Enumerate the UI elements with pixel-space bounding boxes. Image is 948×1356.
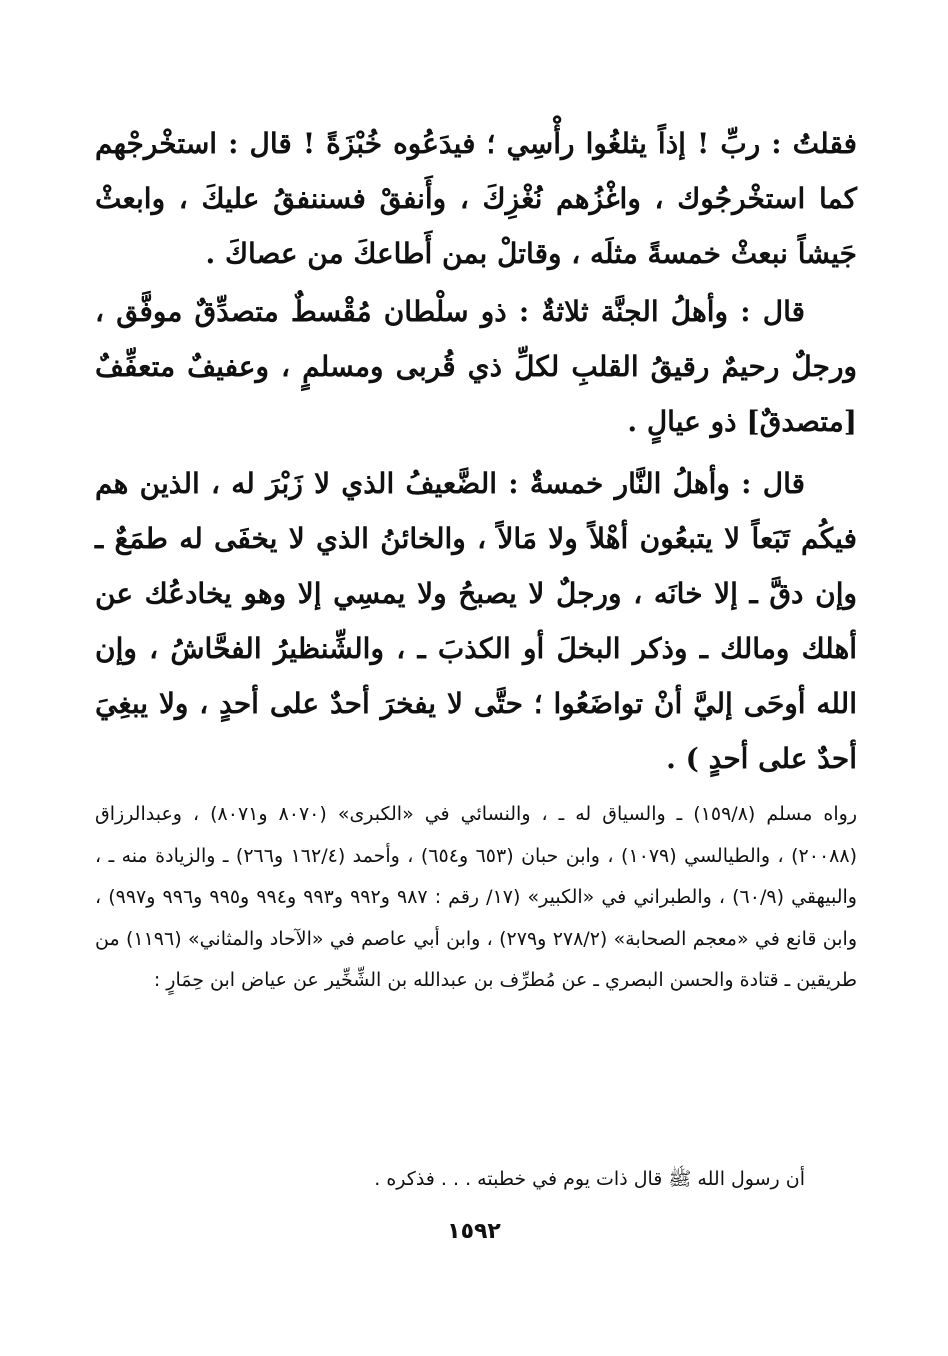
footnote-closing-line: أن رسول الله ﷺ قال ذات يوم في خطبته . . . فذكره . [374, 1168, 805, 1190]
main-paragraph-2: قال : وأهلُ الجنَّة ثلاثةٌ : ذو سلْطان مُقْسطٌ متصدِّقٌ موفَّق ، ورجلٌ رحيمٌ رقيقُ القلبِ لكلِّ ذي قُربى ومسلمٍ ، وعفيفٌ متعفِّفٌ [متصدقٌ] ذو عيالٍ . [95, 295, 857, 438]
main-paragraph-1: فقلتُ : ربِّ ! إذاً يثلغُوا رأْسِي ؛ فيدَعُوه خُبْزَةً ! قال : استخْرجْهم كما استخْرجُوك ، واغْزُهم نُغْزِكَ ، وأَنفقْ فسننفقُ عليكَ ، وابعثْ جَيشاً نبعثْ خمسةً مثلَه ، وقاتلْ بمن أَطاعكَ من عصاكَ . [95, 127, 857, 270]
main-paragraph-3: قال : وأهلُ النَّار خمسةٌ : الضَّعيفُ الذي لا زَبْرَ له ، الذين هم فيكُم تَبَعاً لا يتبعُون أهْلاً ولا مَالاً ، والخائنُ الذي لا يخفَى له طمَعٌ ـ وإن دقَّ ـ إلا خانَه ، ورجلٌ لا يصبحُ ولا يمسِي إلا وهو يخادعُك عن أهلك ومالك ـ وذكر البخلَ أو الكذبَ ـ ، والشِّنظيرُ الفحَّاشُ ، وإن الله أوحَى إليَّ أنْ تواضَعُوا ؛ حتَّى لا يفخرَ أحدٌ على أحدٍ ، ولا يبغِيَ أحدٌ على أحدٍ ) . [95, 467, 858, 775]
footnote-citation: رواه مسلم (١٥٩/٨) ـ والسياق له ـ ، والنسائي في «الكبرى» (٨٠٧٠ و٨٠٧١) ، وعبدالرزاق (٢٠٠٨٨) ، والطيالسي (١٠٧٩) ، وابن حبان (٦٥٣ و٦٥٤) ، وأحمد (١٦٢/٤ و٢٦٦) ـ والزيادة منه ـ ، والبيهقي (٦٠/٩) ، والطبراني في «الكبير» (١٧/ رقم : ٩٨٧ و٩٩٢ و٩٩٣ و٩٩٤ و٩٩٥ و٩٩٦ و٩٩٧) ، وابن قانع في «معجم الصحابة» (٢٧٨/٢ و٢٧٩) ، وابن أبي عاصم في «الآحاد والمثاني» (١١٩٦) من طريقين ـ قتادة والحسن البصري ـ عن مُطرِّف بن عبدالله بن الشِّخِّير عن عياض ابن حِمَارٍ : [95, 803, 858, 991]
page-number: ١٥٩٢ [447, 1219, 501, 1244]
